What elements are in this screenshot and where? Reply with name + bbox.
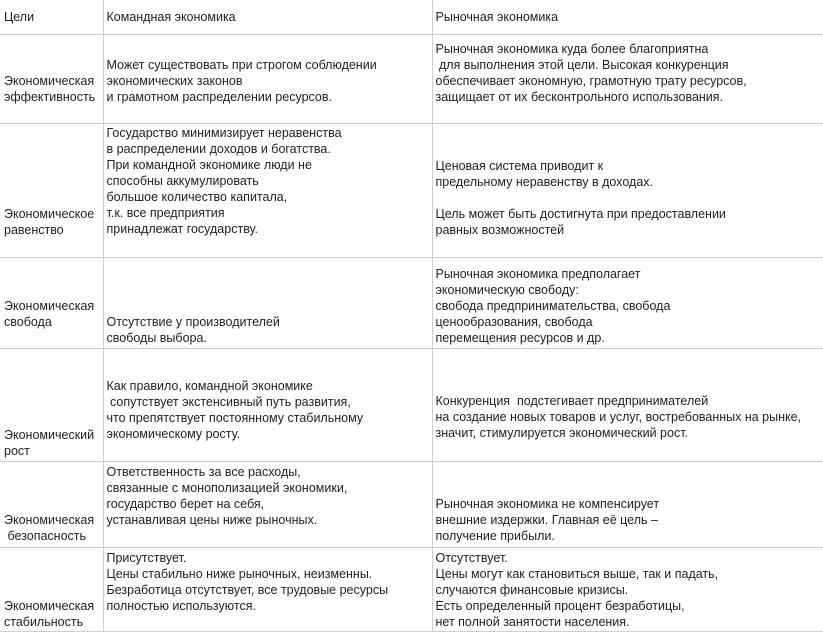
market-cell — [432, 547, 823, 631]
market-cell — [432, 348, 823, 461]
goal-text: Экономическая свобода — [4, 298, 95, 329]
command-text: Ответственность за все расходы, связанные с монополизацией экономики, государство берет на себя, устанавливая цены ниже рыночных. — [106, 464, 348, 527]
command-cell — [103, 257, 432, 348]
market-cell — [432, 257, 823, 348]
goal-text: Экономическая стабильность — [4, 598, 95, 629]
header-command-economy: Командная экономика — [103, 0, 432, 34]
market-cell — [432, 461, 823, 547]
market-text: Рыночная экономика предполагает экономическую свободу: свобода предпринимательства, свобода ценообразования, свобода перемещения ресурсов и др. — [435, 266, 671, 345]
goal-text: Экономическая эффективность — [4, 73, 96, 104]
goal-cell — [0, 461, 103, 547]
market-text: Отсутствует. Цены могут как становиться выше, так и падать, случаются финансовые кризисы. Есть определенный процент безработицы, нет полной занятости населения. — [435, 550, 719, 629]
goal-text: Экономическая безопасность — [4, 512, 95, 543]
header-goals: Цели — [0, 0, 103, 34]
market-text: Рыночная экономика не компенсирует внешние издержки. Главная её цель – получение прибыли. — [435, 496, 660, 543]
goal-cell — [0, 257, 103, 348]
market-cell — [432, 34, 823, 123]
command-text: Может существовать при строгом соблюдении экономических законов и грамотном распределении ресурсов. — [106, 57, 377, 104]
command-text: Отсутствие у производителей свободы выбора. — [106, 314, 280, 345]
command-text: Присутствует. Цены стабильно ниже рыночных, неизменны. Безработица отсутствует, все трудовые ресурсы полностью используются. — [106, 550, 389, 613]
goal-text: Экономический рост — [4, 427, 95, 458]
market-cell — [432, 123, 823, 257]
market-text: Ценовая система приводит к предельному неравенству в доходах. Цель может быть достигнута при предоставлении равных возможностей — [435, 158, 726, 237]
command-cell — [103, 547, 432, 631]
command-cell — [103, 348, 432, 461]
goal-cell — [0, 547, 103, 631]
command-cell — [103, 123, 432, 257]
table-row — [0, 348, 823, 461]
command-text: Государство минимизирует неравенства в распределении доходов и богатства. При командной экономике люди не способны аккумулировать большое количество капитала, т.к. все предприятия принадлежат государству. — [106, 125, 342, 236]
table-row — [0, 547, 823, 631]
goal-text: Экономическое равенство — [4, 206, 95, 237]
command-cell — [103, 461, 432, 547]
header-market-economy: Рыночная экономика — [432, 0, 823, 34]
table-row — [0, 461, 823, 547]
table-row — [0, 257, 823, 348]
goal-cell — [0, 34, 103, 123]
command-cell — [103, 34, 432, 123]
command-text: Как правило, командной экономике сопутствует экстенсивный путь развития, что препятствует постоянному стабильному экономическому росту. — [106, 378, 364, 441]
goal-cell — [0, 348, 103, 461]
table-row — [0, 123, 823, 257]
market-text: Рыночная экономика куда более благоприятна для выполнения этой цели. Высокая конкуренция обеспечивает экономную, грамотную трату ресурсов, защищает от их бесконтрольного использования. — [435, 41, 747, 104]
market-text: Конкуренция подстегивает предпринимателей на создание новых товаров и услуг, востребованных на рынке, значит, стимулируется экономический рост. — [435, 393, 802, 440]
goal-cell — [0, 123, 103, 257]
table-row — [0, 34, 823, 123]
header-row — [0, 0, 823, 34]
